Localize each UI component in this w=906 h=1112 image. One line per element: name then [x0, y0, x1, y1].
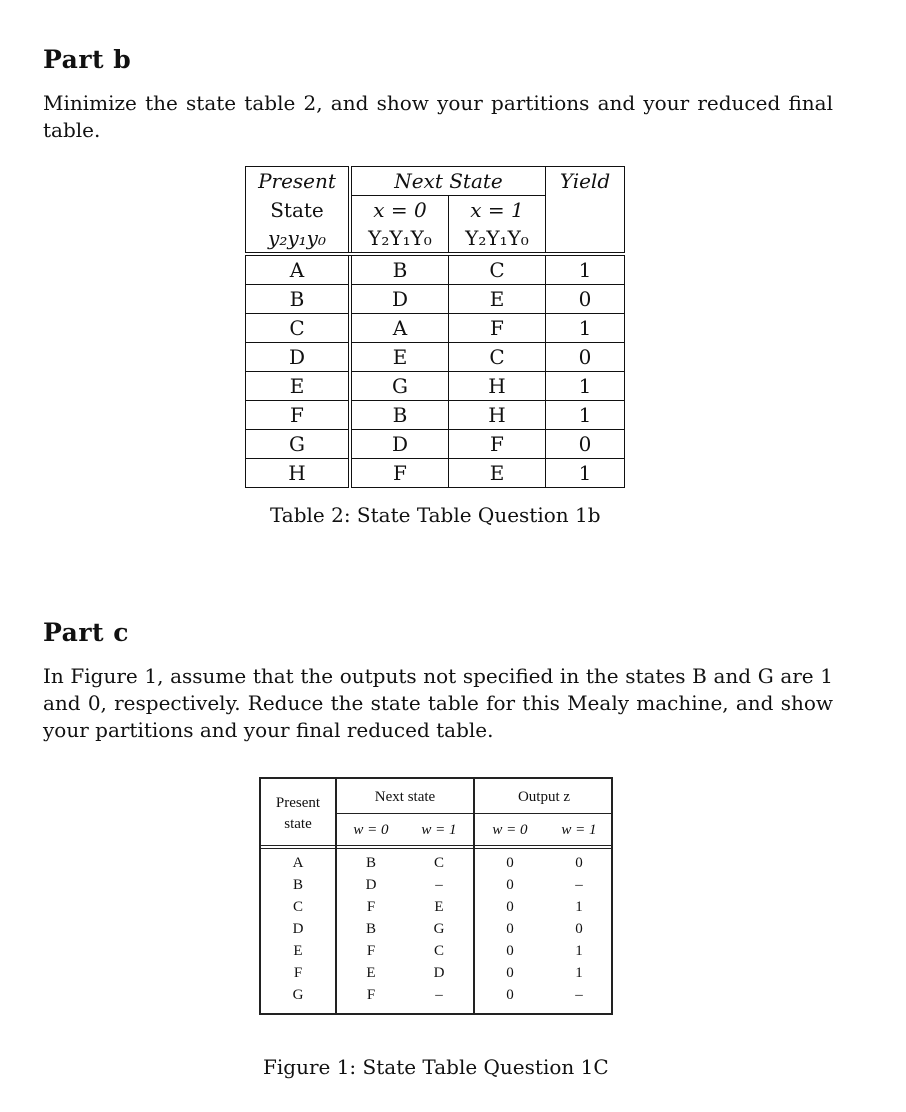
fig-cell-z1: – — [575, 877, 583, 893]
fig-cell-state: A — [292, 855, 304, 871]
fig-cell-state: C — [292, 899, 303, 915]
fig-cell-n0: B — [365, 855, 376, 871]
table-row — [246, 430, 625, 459]
part-b-heading: Part b — [43, 45, 132, 74]
fig-cell-z0: 0 — [506, 877, 514, 893]
cell-yield: 1 — [546, 459, 625, 488]
cell-x0: B — [350, 254, 449, 285]
cell-state: G — [246, 430, 351, 459]
fig-ow0-header: w = 0 — [492, 822, 528, 838]
cell-x1: H — [449, 372, 546, 401]
fig-ow1-header: w = 1 — [561, 822, 597, 838]
cell-yield: 1 — [546, 314, 625, 343]
part-c-text: In Figure 1, assume that the outputs not specified in the states B and G are 1 and 0, respectively. Reduce the state table for this Mealy machine, and show your partitions and your final reduced table. — [43, 664, 833, 742]
fig-cell-z1: 1 — [575, 965, 583, 981]
fig-cell-state: D — [292, 921, 304, 937]
fig-cell-n1: D — [433, 965, 445, 981]
cell-x1: C — [449, 254, 546, 285]
fig-cell-z1: 1 — [575, 899, 583, 915]
fig-cell-n0: D — [365, 877, 377, 893]
part-c-heading: Part c — [43, 618, 129, 647]
cell-x1: E — [449, 459, 546, 488]
table-2-caption: Table 2: State Table Question 1b — [270, 503, 601, 527]
cell-x0: D — [350, 285, 449, 314]
next-vars-x1: Y₂Y₁Y₀ — [449, 224, 546, 254]
cell-yield: 0 — [546, 343, 625, 372]
cell-yield: 1 — [546, 401, 625, 430]
fig-cell-z0: 0 — [506, 921, 514, 937]
x1-header: x = 1 — [449, 196, 546, 225]
fig-cell-state: E — [293, 943, 303, 959]
fig-cell-n1: C — [433, 943, 444, 959]
cell-state: D — [246, 343, 351, 372]
fig-cell-n0: F — [366, 943, 376, 959]
fig-cell-state: B — [292, 877, 303, 893]
fig-cell-n0: F — [366, 987, 376, 1003]
cell-x1: E — [449, 285, 546, 314]
cell-x1: F — [449, 314, 546, 343]
fig-cell-n0: B — [365, 921, 376, 937]
cell-x1: H — [449, 401, 546, 430]
yield-header: Yield — [546, 167, 625, 196]
fig-present-header: Present — [275, 795, 321, 811]
next-state-header: Next State — [350, 167, 546, 196]
cell-x0: B — [350, 401, 449, 430]
fig-output-header: Output z — [517, 789, 571, 805]
cell-yield: 0 — [546, 285, 625, 314]
cell-state: C — [246, 314, 351, 343]
cell-state: B — [246, 285, 351, 314]
table-row — [246, 285, 625, 314]
cell-x0: G — [350, 372, 449, 401]
fig-cell-n0: E — [366, 965, 376, 981]
fig-cell-z1: 1 — [575, 943, 583, 959]
fig-cell-z0: 0 — [506, 965, 514, 981]
cell-x0: E — [350, 343, 449, 372]
fig-next-state-header: Next state — [374, 789, 436, 805]
cell-yield: 1 — [546, 254, 625, 285]
fig-cell-z1: – — [575, 987, 583, 1003]
cell-state: E — [246, 372, 351, 401]
cell-x1: F — [449, 430, 546, 459]
part-b-text: Minimize the state table 2, and show your partitions and your reduced final table. — [43, 91, 833, 142]
present-header: Present — [246, 167, 351, 196]
cell-state: F — [246, 401, 351, 430]
figure-1-caption: Figure 1: State Table Question 1C — [263, 1055, 609, 1079]
fig-cell-z0: 0 — [506, 987, 514, 1003]
table-row — [246, 254, 625, 285]
cell-state: H — [246, 459, 351, 488]
fig-cell-z1: 0 — [575, 855, 583, 871]
fig-cell-z0: 0 — [506, 855, 514, 871]
figure-1-state-table — [259, 777, 613, 1015]
cell-state: A — [246, 254, 351, 285]
next-vars-x0: Y₂Y₁Y₀ — [350, 224, 449, 254]
cell-x0: A — [350, 314, 449, 343]
fig-cell-z0: 0 — [506, 943, 514, 959]
state-header: State — [246, 196, 351, 225]
fig-w0-header: w = 0 — [353, 822, 389, 838]
table-row — [246, 372, 625, 401]
fig-state-header: state — [284, 816, 312, 832]
fig-w1-header: w = 1 — [421, 822, 457, 838]
fig-cell-n1: G — [433, 921, 445, 937]
cell-x0: F — [350, 459, 449, 488]
table-row — [246, 343, 625, 372]
fig-cell-n1: E — [434, 899, 444, 915]
state-vars-header: y₂y₁y₀ — [246, 224, 351, 254]
table-row — [246, 401, 625, 430]
fig-cell-state: F — [293, 965, 303, 981]
cell-yield: 0 — [546, 430, 625, 459]
fig-cell-state: G — [292, 987, 304, 1003]
table-row — [246, 459, 625, 488]
fig-cell-z0: 0 — [506, 899, 514, 915]
state-table-2 — [245, 166, 625, 488]
cell-x1: C — [449, 343, 546, 372]
table-row — [246, 314, 625, 343]
cell-yield: 1 — [546, 372, 625, 401]
fig-cell-n1: C — [433, 855, 444, 871]
fig-cell-n1: – — [435, 987, 443, 1003]
fig-cell-n1: – — [435, 877, 443, 893]
fig-cell-n0: F — [366, 899, 376, 915]
x0-header: x = 0 — [350, 196, 449, 225]
fig-cell-z1: 0 — [575, 921, 583, 937]
cell-x0: D — [350, 430, 449, 459]
